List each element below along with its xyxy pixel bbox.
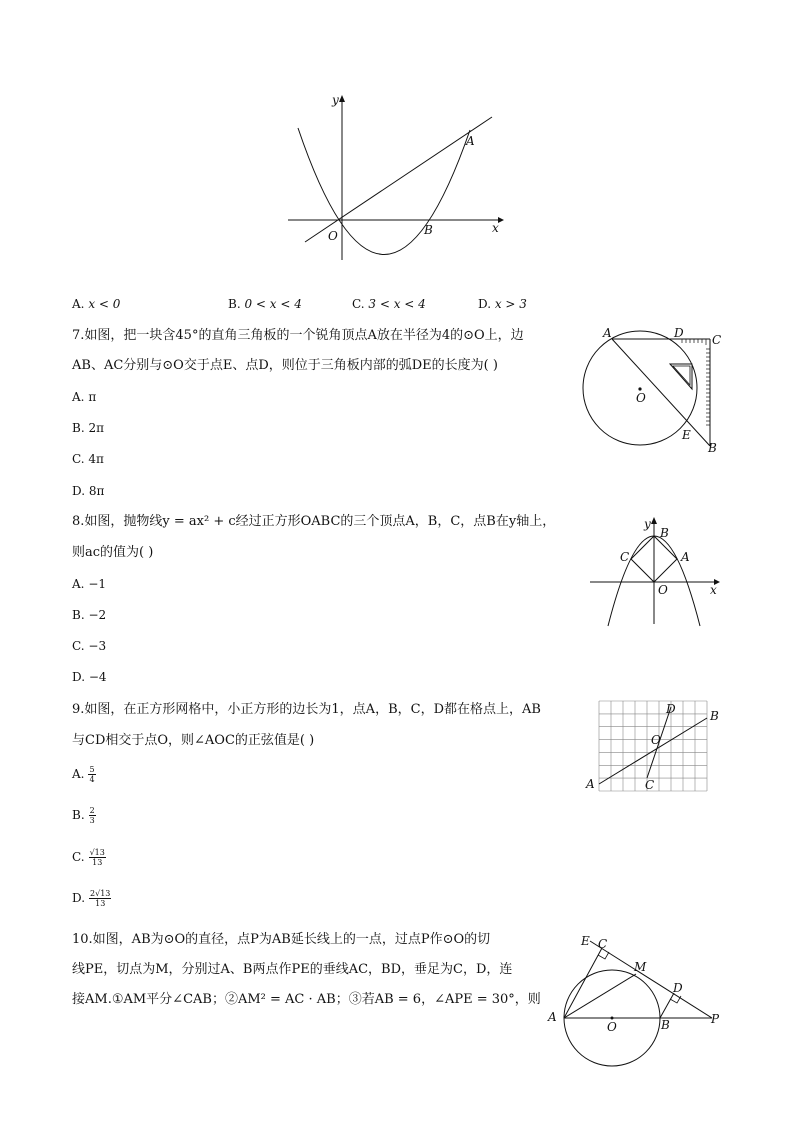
q8-option-d[interactable]: D. −4 xyxy=(72,670,107,684)
q7-stem-line2: AB、AC分别与⊙O交于点E、点D，则位于三角板内部的弧DE的长度为( ) xyxy=(72,358,498,373)
q8-label-B: B xyxy=(660,526,669,540)
q6-label-y: y xyxy=(332,93,339,107)
q9-fraction-d: $\frac{2√13}{13}$ xyxy=(90,889,111,908)
q7-label-E: E xyxy=(682,428,691,442)
q6-label-O: O xyxy=(328,229,338,243)
q7-label-A: A xyxy=(603,326,612,340)
q9-option-b[interactable]: B. $\frac{2}{3}$ xyxy=(72,806,95,825)
q6-option-d[interactable]: D. x > 3 xyxy=(478,297,527,311)
q9-label-A: A xyxy=(586,777,595,791)
q8-label-O: O xyxy=(658,583,668,597)
q7-stem-line1: 7.如图，把一块含45°的直角三角板的一个锐角顶点A放在半径为4的⊙O上，边 xyxy=(72,328,524,343)
q6-label-x: x xyxy=(492,221,499,235)
q8-option-b[interactable]: B. −2 xyxy=(72,608,107,622)
q8-stem-line1: 8.如图，抛物线y = ax² + c经过正方形OABC的三个顶点A，B，C，点B在y轴上， xyxy=(72,514,556,529)
q6-parabola xyxy=(298,128,470,255)
q9-option-c[interactable]: C. $\frac{√13}{13}$ xyxy=(72,848,105,867)
q6-label-A: A xyxy=(466,134,475,148)
q9-label-C: C xyxy=(645,778,655,792)
q6-figure xyxy=(280,90,510,265)
q8-figure xyxy=(586,512,726,630)
q10-label-C: C xyxy=(598,937,608,951)
q8-label-C: C xyxy=(620,550,630,564)
q9-segment-ab xyxy=(599,718,707,784)
q9-label-O: O xyxy=(651,733,661,747)
q10-label-O: O xyxy=(607,1020,617,1034)
q10-label-D: D xyxy=(673,981,683,995)
q7-label-D: D xyxy=(674,326,684,340)
q6-label-B: B xyxy=(424,223,433,237)
q9-stem-line1: 9.如图，在正方形网格中，小正方形的边长为1，点A，B，C，D都在格点上，AB xyxy=(72,702,541,717)
q10-stem-line1: 10.如图，AB为⊙O的直径，点P为AB延长线上的一点，过点P作⊙O的切 xyxy=(72,932,491,947)
q8-label-A: A xyxy=(681,550,690,564)
q9-fraction-a: $\frac{5}{4}$ xyxy=(89,765,95,784)
q9-option-a[interactable]: A. $\frac{5}{4}$ xyxy=(72,765,95,784)
q7-label-B: B xyxy=(708,441,717,455)
q9-fraction-c: $\frac{√13}{13}$ xyxy=(89,848,105,867)
q7-figure xyxy=(582,324,732,456)
q9-figure xyxy=(582,696,726,796)
q6-line xyxy=(305,117,492,242)
q7-label-C: C xyxy=(712,333,722,347)
q9-option-d[interactable]: D. $\frac{2√13}{13}$ xyxy=(72,889,111,908)
q9-stem-line2: 与CD相交于点O，则∠AOC的正弦值是( ) xyxy=(72,733,315,748)
q7-option-a[interactable]: A. π xyxy=(72,390,97,404)
q10-stem-line2: 线PE，切点为M，分别过A、B两点作PE的垂线AC，BD，垂足为C，D，连 xyxy=(72,962,513,977)
q10-stem-line3: 接AM.①AM平分∠CAB；②AM² = AC · AB；③若AB = 6，∠APE = 30°，则 xyxy=(72,992,541,1007)
q9-label-B: B xyxy=(710,709,719,723)
q10-label-M: M xyxy=(634,960,647,974)
q10-label-A: A xyxy=(548,1010,557,1024)
q8-label-x: x xyxy=(710,583,717,597)
q10-figure xyxy=(540,928,730,1068)
q7-option-d[interactable]: D. 8π xyxy=(72,484,105,498)
q9-fraction-b: $\frac{2}{3}$ xyxy=(89,806,95,825)
q8-stem-line2: 则ac的值为( ) xyxy=(72,545,154,560)
q10-label-E: E xyxy=(581,934,590,948)
q8-option-c[interactable]: C. −3 xyxy=(72,639,107,653)
q10-label-B: B xyxy=(661,1018,670,1032)
q7-option-c[interactable]: C. 4π xyxy=(72,452,104,466)
q7-label-O: O xyxy=(636,391,646,405)
q6-option-c[interactable]: C. 3 < x < 4 xyxy=(352,297,426,311)
q10-label-P: P xyxy=(711,1012,720,1026)
q6-option-b[interactable]: B. 0 < x < 4 xyxy=(228,297,302,311)
q8-label-y: y xyxy=(644,517,651,531)
q9-label-D: D xyxy=(666,702,676,716)
q6-option-a[interactable]: A. x < 0 xyxy=(72,297,121,311)
q8-option-a[interactable]: A. −1 xyxy=(72,577,107,591)
q7-option-b[interactable]: B. 2π xyxy=(72,421,104,435)
